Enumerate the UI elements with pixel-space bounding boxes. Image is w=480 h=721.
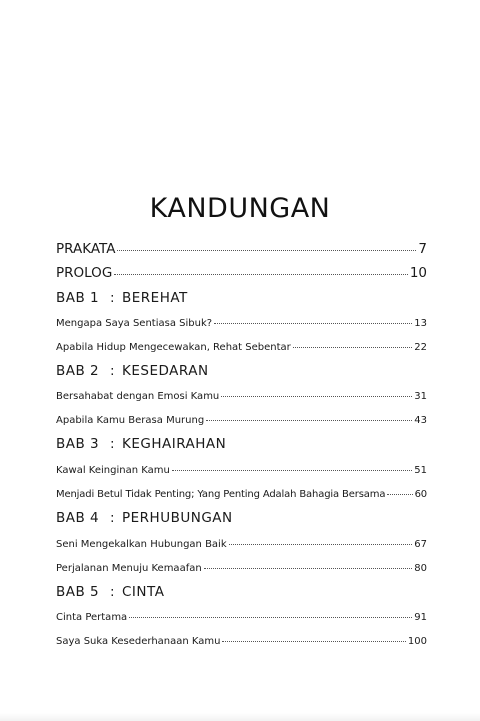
toc-entry-label: Mengapa Saya Sentiasa Sibuk? [56, 318, 213, 329]
toc-entry [56, 465, 427, 476]
toc-entry-label: Cinta Pertama [56, 612, 128, 623]
chapter-title: CINTA [122, 584, 165, 600]
chapter-separator: : [110, 436, 116, 452]
toc-entry-label: Saya Suka Kesederhanaan Kamu [56, 636, 221, 647]
dot-leader [387, 494, 412, 495]
chapter-heading-5 [56, 584, 427, 600]
toc-entry-label: Kawal Keinginan Kamu [56, 465, 170, 476]
toc-entry-label: PRAKATA [56, 241, 116, 257]
chapter-separator: : [110, 363, 116, 379]
dot-leader [222, 641, 405, 642]
dot-leader [204, 568, 413, 569]
toc-entry-page: 60 [414, 489, 427, 500]
chapter-number: BAB 5 [56, 584, 100, 600]
toc-entry-label: Perjalanan Menuju Kemaafan [56, 563, 202, 574]
dot-leader [214, 323, 412, 324]
dot-leader [293, 347, 413, 348]
chapter-number: BAB 4 [56, 510, 100, 526]
dot-leader [129, 617, 412, 618]
dot-leader [229, 544, 413, 545]
toc-entry [56, 563, 427, 574]
toc-entry-page: 80 [414, 563, 427, 574]
chapter-separator: : [110, 584, 116, 600]
toc-entry [56, 636, 427, 647]
chapter-separator: : [110, 510, 116, 526]
toc-entry-page: 91 [414, 612, 427, 623]
dot-leader [114, 274, 408, 275]
chapter-heading-3 [56, 436, 427, 452]
toc-entry [56, 539, 427, 550]
toc-entry-label: Menjadi Betul Tidak Penting; Yang Penting Adalah Bahagia Bersama [56, 489, 386, 500]
chapter-title: KESEDARAN [122, 363, 209, 379]
chapter-number: BAB 3 [56, 436, 100, 452]
toc-entry [56, 415, 427, 426]
toc-entry-label: Apabila Hidup Mengecewakan, Rehat Sebentar [56, 342, 291, 353]
toc-entry-page: 22 [414, 342, 427, 353]
toc-entry-page: 100 [407, 636, 427, 647]
chapter-heading-4 [56, 510, 427, 526]
toc-entry-page: 7 [418, 241, 427, 257]
dot-leader [206, 420, 412, 421]
dot-leader [221, 396, 412, 397]
chapter-title: PERHUBUNGAN [122, 510, 233, 526]
toc-entry-page: 51 [414, 465, 427, 476]
chapter-heading-1 [56, 290, 427, 306]
toc-entry-prolog [56, 265, 427, 281]
toc-entry [56, 612, 427, 623]
toc-entry [56, 318, 427, 329]
toc-entry-page: 10 [409, 265, 427, 281]
toc-entry-page: 67 [414, 539, 427, 550]
chapter-title: BEREHAT [122, 290, 188, 306]
toc-entry [56, 342, 427, 353]
toc-entry-prakata [56, 241, 427, 257]
toc-entry-page: 13 [414, 318, 427, 329]
toc-entry-label: PROLOG [56, 265, 113, 281]
toc-entry-label: Seni Mengekalkan Hubungan Baik [56, 539, 227, 550]
dot-leader [117, 250, 416, 251]
toc-entry-label: Bersahabat dengan Emosi Kamu [56, 391, 220, 402]
toc-entry [56, 489, 427, 500]
toc-entry-label: Apabila Kamu Berasa Murung [56, 415, 205, 426]
chapter-title: KEGHAIRAHAN [122, 436, 227, 452]
chapter-heading-2 [56, 363, 427, 379]
toc-entry-page: 31 [414, 391, 427, 402]
toc-entry-page: 43 [414, 415, 427, 426]
page-title: KANDUNGAN [149, 193, 331, 224]
chapter-number: BAB 1 [56, 290, 100, 306]
chapter-number: BAB 2 [56, 363, 100, 379]
chapter-separator: : [110, 290, 116, 306]
toc-entry [56, 391, 427, 402]
page-edge-shadow [0, 713, 480, 721]
dot-leader [172, 470, 412, 471]
